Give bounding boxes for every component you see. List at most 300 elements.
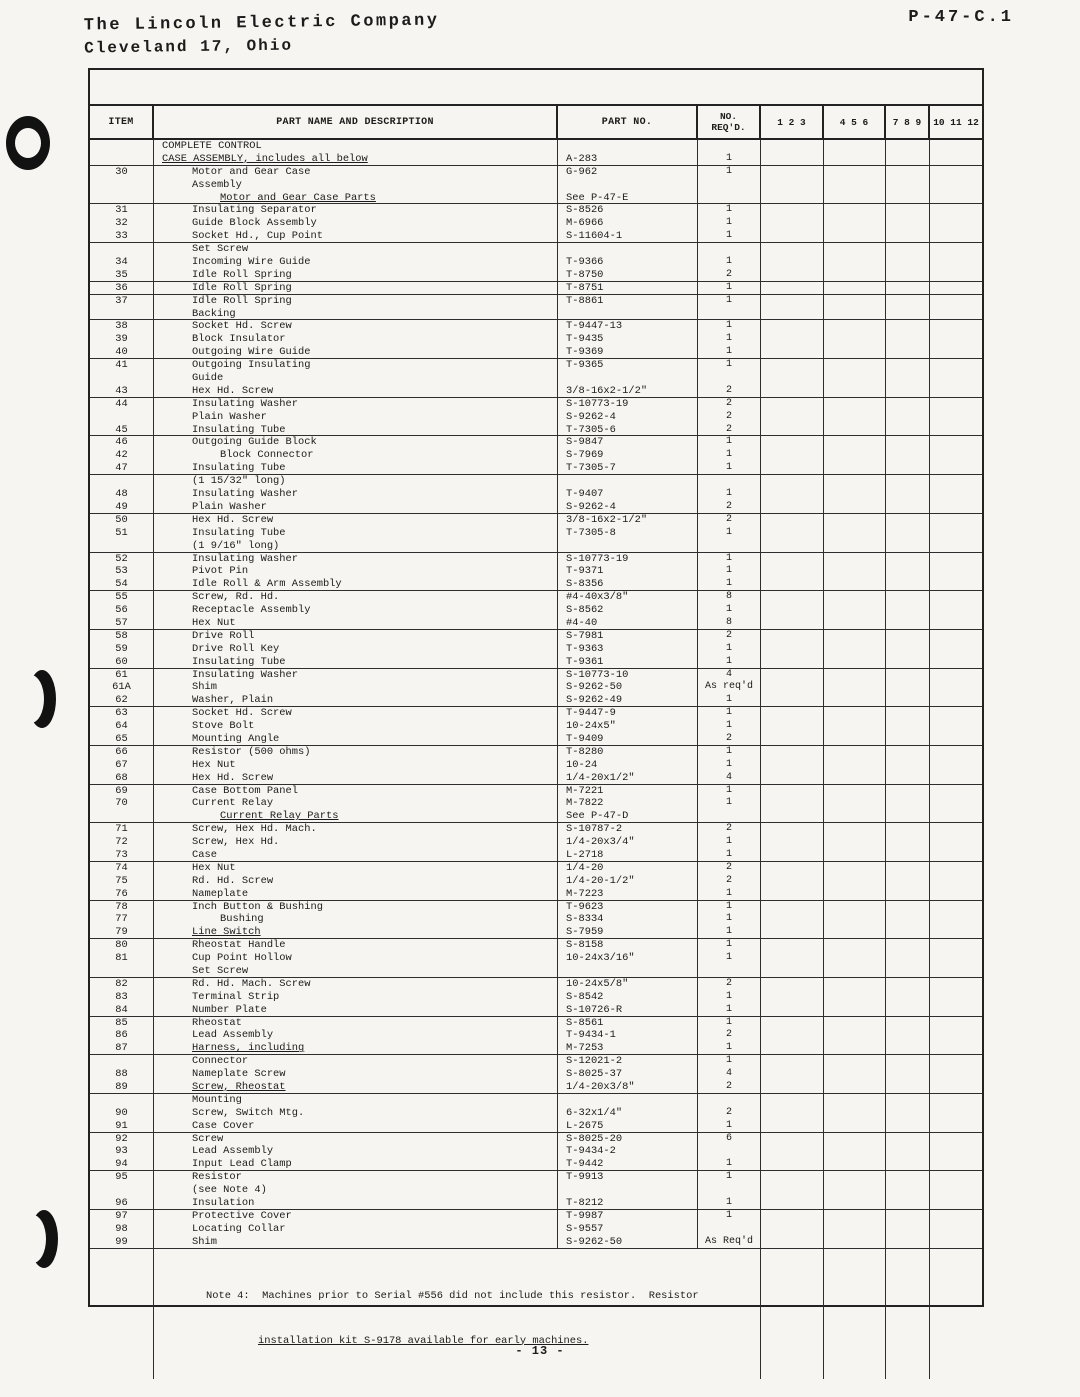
part-number: M-7223 bbox=[558, 888, 698, 901]
part-name: Assembly bbox=[154, 179, 558, 192]
part-name: Line Switch bbox=[154, 926, 558, 939]
req-grid-cell bbox=[761, 785, 824, 798]
table-row bbox=[90, 166, 982, 179]
req-grid-cell bbox=[761, 527, 824, 540]
part-name: Harness, including bbox=[154, 1042, 558, 1055]
part-number: T-8280 bbox=[558, 746, 698, 759]
req-grid-cell bbox=[886, 643, 930, 656]
req-grid-cell bbox=[824, 411, 886, 424]
part-name: Current Relay Parts bbox=[154, 810, 558, 823]
req-grid-cell bbox=[930, 385, 982, 398]
part-name: Screw, Hex Hd. bbox=[154, 836, 558, 849]
req-grid-cell bbox=[824, 991, 886, 1004]
req-grid-cell bbox=[761, 1094, 824, 1107]
scan-artifact-mark bbox=[30, 1210, 58, 1268]
req-grid-cell bbox=[824, 540, 886, 553]
req-grid-cell bbox=[761, 192, 824, 205]
table-row bbox=[90, 424, 982, 437]
item-number bbox=[90, 243, 154, 256]
req-grid-cell bbox=[761, 346, 824, 359]
req-grid-cell bbox=[886, 733, 930, 746]
part-number: 1/4-20x3/4" bbox=[558, 836, 698, 849]
table-header-row bbox=[90, 104, 982, 140]
req-grid-cell bbox=[886, 913, 930, 926]
req-grid-cell bbox=[761, 746, 824, 759]
part-name: Insulating Washer bbox=[154, 488, 558, 501]
req-grid-cell bbox=[930, 320, 982, 333]
req-grid-cell bbox=[761, 1120, 824, 1133]
req-grid-cell bbox=[886, 295, 930, 308]
req-grid-cell bbox=[761, 217, 824, 230]
req-grid-cell bbox=[886, 1158, 930, 1171]
table-row bbox=[90, 617, 982, 630]
req-grid-cell bbox=[930, 681, 982, 694]
table-row bbox=[90, 785, 982, 798]
col-header-123: 1 2 3 bbox=[761, 106, 824, 138]
qty-required: 2 bbox=[698, 269, 761, 282]
part-number: M-7822 bbox=[558, 797, 698, 810]
item-number: 63 bbox=[90, 707, 154, 720]
part-number: 6-32x1/4" bbox=[558, 1107, 698, 1120]
req-grid-cell bbox=[824, 1029, 886, 1042]
req-grid-cell bbox=[824, 785, 886, 798]
item-number: 54 bbox=[90, 578, 154, 591]
part-name: Guide Block Assembly bbox=[154, 217, 558, 230]
req-grid-cell bbox=[886, 372, 930, 385]
item-number: 50 bbox=[90, 514, 154, 527]
table-row bbox=[90, 952, 982, 965]
qty-required: 6 bbox=[698, 1133, 761, 1146]
qty-required: 1 bbox=[698, 449, 761, 462]
req-grid-cell bbox=[930, 217, 982, 230]
part-number bbox=[558, 243, 698, 256]
table-row bbox=[90, 192, 982, 205]
req-grid-cell bbox=[930, 669, 982, 682]
req-grid-cell bbox=[824, 243, 886, 256]
req-grid-cell bbox=[930, 939, 982, 952]
req-grid-cell bbox=[824, 1004, 886, 1017]
table-row bbox=[90, 939, 982, 952]
qty-required: 1 bbox=[698, 462, 761, 475]
req-grid-cell bbox=[930, 913, 982, 926]
table-row bbox=[90, 320, 982, 333]
item-number: 61 bbox=[90, 669, 154, 682]
part-number: S-11604-1 bbox=[558, 230, 698, 243]
item-number bbox=[90, 965, 154, 978]
table-row bbox=[90, 965, 982, 978]
table-row bbox=[90, 269, 982, 282]
req-grid-cell bbox=[930, 1171, 982, 1184]
req-grid-cell bbox=[886, 1236, 930, 1249]
item-number: 77 bbox=[90, 913, 154, 926]
req-grid-cell bbox=[886, 436, 930, 449]
req-grid-cell bbox=[761, 269, 824, 282]
req-grid-cell bbox=[824, 282, 886, 295]
part-name: Hex Hd. Screw bbox=[154, 385, 558, 398]
req-grid-cell bbox=[886, 565, 930, 578]
req-grid-cell bbox=[886, 527, 930, 540]
req-grid-cell bbox=[886, 308, 930, 321]
req-grid-cell bbox=[930, 1107, 982, 1120]
req-grid-cell bbox=[930, 295, 982, 308]
qty-required: 1 bbox=[698, 1171, 761, 1184]
qty-required: 2 bbox=[698, 385, 761, 398]
table-row bbox=[90, 333, 982, 346]
req-grid-cell bbox=[824, 204, 886, 217]
item-number: 97 bbox=[90, 1210, 154, 1223]
part-number: S-9262-4 bbox=[558, 411, 698, 424]
req-grid-cell bbox=[930, 965, 982, 978]
req-grid-cell bbox=[930, 527, 982, 540]
part-number: 1/4-20x3/8" bbox=[558, 1081, 698, 1094]
part-number: S-8562 bbox=[558, 604, 698, 617]
item-number: 39 bbox=[90, 333, 154, 346]
req-grid-cell bbox=[930, 991, 982, 1004]
req-grid-cell bbox=[824, 656, 886, 669]
req-grid-cell bbox=[930, 1210, 982, 1223]
part-name: Terminal Strip bbox=[154, 991, 558, 1004]
qty-required: 1 bbox=[698, 694, 761, 707]
req-grid-cell bbox=[824, 320, 886, 333]
req-grid-cell bbox=[886, 411, 930, 424]
req-grid-cell bbox=[761, 1197, 824, 1210]
req-grid-cell bbox=[930, 888, 982, 901]
req-grid-cell bbox=[886, 1120, 930, 1133]
qty-required: 1 bbox=[698, 359, 761, 372]
qty-required: 1 bbox=[698, 217, 761, 230]
part-number: S-8158 bbox=[558, 939, 698, 952]
req-grid-cell bbox=[930, 333, 982, 346]
req-grid-cell bbox=[761, 1184, 824, 1197]
table-row bbox=[90, 411, 982, 424]
qty-required: 1 bbox=[698, 913, 761, 926]
part-name: Case Cover bbox=[154, 1120, 558, 1133]
part-number: 10-24x5/8" bbox=[558, 978, 698, 991]
req-grid-cell bbox=[886, 578, 930, 591]
req-grid-cell bbox=[761, 591, 824, 604]
part-name: Pivot Pin bbox=[154, 565, 558, 578]
part-name: Insulating Washer bbox=[154, 553, 558, 566]
req-grid-cell bbox=[761, 372, 824, 385]
req-grid-cell bbox=[886, 359, 930, 372]
col-header-part-no: PART NO. bbox=[558, 106, 698, 138]
req-grid-cell bbox=[761, 398, 824, 411]
item-number: 75 bbox=[90, 875, 154, 888]
req-grid-cell bbox=[761, 333, 824, 346]
part-number: T-9371 bbox=[558, 565, 698, 578]
qty-required: 2 bbox=[698, 630, 761, 643]
table-row bbox=[90, 1184, 982, 1197]
req-grid-cell bbox=[930, 875, 982, 888]
table-row bbox=[90, 1017, 982, 1030]
part-name: Plain Washer bbox=[154, 411, 558, 424]
scan-artifact-mark bbox=[6, 116, 50, 170]
item-number: 86 bbox=[90, 1029, 154, 1042]
req-grid-cell bbox=[886, 823, 930, 836]
req-grid-cell bbox=[824, 1197, 886, 1210]
part-number: S-12021-2 bbox=[558, 1055, 698, 1068]
item-number: 61A bbox=[90, 681, 154, 694]
table-row bbox=[90, 1145, 982, 1158]
table-row bbox=[90, 978, 982, 991]
req-grid-cell bbox=[930, 952, 982, 965]
qty-required: 2 bbox=[698, 424, 761, 437]
req-grid-cell bbox=[824, 1017, 886, 1030]
part-number: T-8750 bbox=[558, 269, 698, 282]
table-row bbox=[90, 772, 982, 785]
req-grid-cell bbox=[824, 1081, 886, 1094]
part-number: 3/8-16x2-1/2" bbox=[558, 385, 698, 398]
req-grid-cell bbox=[886, 630, 930, 643]
req-grid-cell bbox=[824, 849, 886, 862]
part-name: Locating Collar bbox=[154, 1223, 558, 1236]
part-number: 10-24 bbox=[558, 759, 698, 772]
qty-required: 1 bbox=[698, 333, 761, 346]
item-number bbox=[90, 1055, 154, 1068]
table-row bbox=[90, 1158, 982, 1171]
item-number: 80 bbox=[90, 939, 154, 952]
qty-required: 1 bbox=[698, 204, 761, 217]
item-number: 99 bbox=[90, 1236, 154, 1249]
req-grid-cell bbox=[930, 166, 982, 179]
qty-required bbox=[698, 372, 761, 385]
part-number: M-6966 bbox=[558, 217, 698, 230]
req-grid-cell bbox=[824, 475, 886, 488]
req-grid-cell bbox=[761, 913, 824, 926]
item-number: 73 bbox=[90, 849, 154, 862]
req-grid-cell bbox=[930, 359, 982, 372]
item-number: 36 bbox=[90, 282, 154, 295]
req-grid-cell bbox=[886, 1171, 930, 1184]
part-name: Idle Roll Spring bbox=[154, 269, 558, 282]
req-grid-cell bbox=[824, 269, 886, 282]
qty-required bbox=[698, 540, 761, 553]
part-number: T-9361 bbox=[558, 656, 698, 669]
part-name: Outgoing Guide Block bbox=[154, 436, 558, 449]
item-number: 33 bbox=[90, 230, 154, 243]
req-grid-cell bbox=[930, 836, 982, 849]
req-grid-cell bbox=[886, 282, 930, 295]
qty-required bbox=[698, 1184, 761, 1197]
req-grid-cell bbox=[930, 1133, 982, 1146]
part-number: S-8561 bbox=[558, 1017, 698, 1030]
part-name: Insulating Tube bbox=[154, 527, 558, 540]
part-name: Inch Button & Bushing bbox=[154, 901, 558, 914]
part-name: Input Lead Clamp bbox=[154, 1158, 558, 1171]
req-grid-cell bbox=[761, 282, 824, 295]
table-row bbox=[90, 720, 982, 733]
req-grid-cell bbox=[761, 733, 824, 746]
req-grid-cell bbox=[930, 1249, 982, 1379]
req-grid-cell bbox=[886, 939, 930, 952]
table-row bbox=[90, 759, 982, 772]
qty-required: 1 bbox=[698, 295, 761, 308]
req-grid-cell bbox=[930, 578, 982, 591]
table-row bbox=[90, 204, 982, 217]
req-grid-cell bbox=[824, 1223, 886, 1236]
table-row bbox=[90, 256, 982, 269]
req-grid-cell bbox=[930, 591, 982, 604]
table-row bbox=[90, 540, 982, 553]
table-row bbox=[90, 797, 982, 810]
qty-required: 1 bbox=[698, 939, 761, 952]
item-number: 98 bbox=[90, 1223, 154, 1236]
req-grid-cell bbox=[761, 1107, 824, 1120]
qty-required: 1 bbox=[698, 527, 761, 540]
parts-table bbox=[88, 68, 984, 1347]
table-row bbox=[90, 656, 982, 669]
req-grid-cell bbox=[824, 449, 886, 462]
part-number: #4-40 bbox=[558, 617, 698, 630]
part-name: CASE ASSEMBLY, includes all below bbox=[154, 153, 558, 166]
part-name: Lead Assembly bbox=[154, 1029, 558, 1042]
req-grid-cell bbox=[761, 978, 824, 991]
item-number: 51 bbox=[90, 527, 154, 540]
col-header-789: 7 8 9 bbox=[886, 106, 930, 138]
item-number: 64 bbox=[90, 720, 154, 733]
table-row bbox=[90, 1055, 982, 1068]
req-grid-cell bbox=[761, 1055, 824, 1068]
req-grid-cell bbox=[824, 501, 886, 514]
qty-required bbox=[698, 965, 761, 978]
table-row bbox=[90, 875, 982, 888]
req-grid-cell bbox=[930, 462, 982, 475]
req-grid-cell bbox=[886, 398, 930, 411]
part-number: S-9262-4 bbox=[558, 501, 698, 514]
req-grid-cell bbox=[930, 1158, 982, 1171]
req-grid-cell bbox=[930, 553, 982, 566]
part-number: T-8751 bbox=[558, 282, 698, 295]
req-grid-cell bbox=[824, 346, 886, 359]
req-grid-cell bbox=[824, 669, 886, 682]
part-name: (see Note 4) bbox=[154, 1184, 558, 1197]
item-number bbox=[90, 179, 154, 192]
company-name: The Lincoln Electric Company bbox=[83, 11, 440, 36]
part-number: S-7969 bbox=[558, 449, 698, 462]
req-grid-cell bbox=[761, 656, 824, 669]
table-row bbox=[90, 1042, 982, 1055]
part-number: T-9434-2 bbox=[558, 1145, 698, 1158]
req-grid-cell bbox=[930, 269, 982, 282]
qty-required: 1 bbox=[698, 991, 761, 1004]
part-number: T-9369 bbox=[558, 346, 698, 359]
req-grid-cell bbox=[886, 1197, 930, 1210]
qty-required: 1 bbox=[698, 320, 761, 333]
qty-required: 1 bbox=[698, 746, 761, 759]
part-name: Socket Hd. Screw bbox=[154, 707, 558, 720]
req-grid-cell bbox=[824, 772, 886, 785]
qty-required bbox=[698, 308, 761, 321]
company-city: Cleveland 17, Ohio bbox=[84, 36, 294, 58]
table-row bbox=[90, 681, 982, 694]
table-row bbox=[90, 398, 982, 411]
qty-required bbox=[698, 179, 761, 192]
req-grid-cell bbox=[930, 1017, 982, 1030]
part-name: Case bbox=[154, 849, 558, 862]
req-grid-cell bbox=[761, 1223, 824, 1236]
req-grid-cell bbox=[761, 926, 824, 939]
part-name: Insulation bbox=[154, 1197, 558, 1210]
req-grid-cell bbox=[824, 565, 886, 578]
req-grid-cell bbox=[824, 965, 886, 978]
item-number: 44 bbox=[90, 398, 154, 411]
item-number bbox=[90, 810, 154, 823]
part-name: Guide bbox=[154, 372, 558, 385]
note-text bbox=[154, 1249, 761, 1379]
item-number: 62 bbox=[90, 694, 154, 707]
req-grid-cell bbox=[886, 1107, 930, 1120]
qty-required: 1 bbox=[698, 436, 761, 449]
part-number: S-9847 bbox=[558, 436, 698, 449]
req-grid-cell bbox=[824, 462, 886, 475]
req-grid-cell bbox=[886, 591, 930, 604]
part-number: T-7305-8 bbox=[558, 527, 698, 540]
qty-required: 1 bbox=[698, 952, 761, 965]
qty-required: 1 bbox=[698, 553, 761, 566]
req-grid-cell bbox=[761, 1145, 824, 1158]
req-grid-cell bbox=[930, 746, 982, 759]
table-row bbox=[90, 475, 982, 488]
part-number: T-7305-7 bbox=[558, 462, 698, 475]
table-row bbox=[90, 488, 982, 501]
table-row bbox=[90, 707, 982, 720]
req-grid-cell bbox=[824, 643, 886, 656]
item-number: 35 bbox=[90, 269, 154, 282]
part-number: T-9409 bbox=[558, 733, 698, 746]
table-row bbox=[90, 901, 982, 914]
req-grid-cell bbox=[824, 527, 886, 540]
req-grid-cell bbox=[886, 785, 930, 798]
item-number: 53 bbox=[90, 565, 154, 578]
part-name: Socket Hd. Screw bbox=[154, 320, 558, 333]
part-number: S-9262-50 bbox=[558, 681, 698, 694]
req-grid-cell bbox=[824, 733, 886, 746]
qty-required: 1 bbox=[698, 901, 761, 914]
item-number: 81 bbox=[90, 952, 154, 965]
req-grid-cell bbox=[930, 1094, 982, 1107]
req-grid-cell bbox=[761, 849, 824, 862]
part-name: Socket Hd., Cup Point bbox=[154, 230, 558, 243]
part-name: Case Bottom Panel bbox=[154, 785, 558, 798]
req-grid-cell bbox=[930, 810, 982, 823]
qty-required: 1 bbox=[698, 230, 761, 243]
part-number: T-9434-1 bbox=[558, 1029, 698, 1042]
part-number: T-9447-9 bbox=[558, 707, 698, 720]
table-row bbox=[90, 913, 982, 926]
req-grid-cell bbox=[886, 669, 930, 682]
part-number: T-9442 bbox=[558, 1158, 698, 1171]
table-row bbox=[90, 359, 982, 372]
table-row bbox=[90, 630, 982, 643]
qty-required: 1 bbox=[698, 1017, 761, 1030]
item-number bbox=[90, 153, 154, 166]
req-grid-cell bbox=[886, 1042, 930, 1055]
table-row bbox=[90, 449, 982, 462]
table-row bbox=[90, 1236, 982, 1249]
part-name: Nameplate bbox=[154, 888, 558, 901]
part-number: See P-47-E bbox=[558, 192, 698, 205]
table-row bbox=[90, 1223, 982, 1236]
qty-required: 1 bbox=[698, 1042, 761, 1055]
note-row bbox=[90, 1249, 982, 1347]
req-grid-cell bbox=[886, 166, 930, 179]
req-grid-cell bbox=[824, 217, 886, 230]
qty-required: 2 bbox=[698, 875, 761, 888]
part-name: Cup Point Hollow bbox=[154, 952, 558, 965]
req-grid-cell bbox=[886, 604, 930, 617]
req-grid-cell bbox=[824, 1133, 886, 1146]
item-number: 38 bbox=[90, 320, 154, 333]
